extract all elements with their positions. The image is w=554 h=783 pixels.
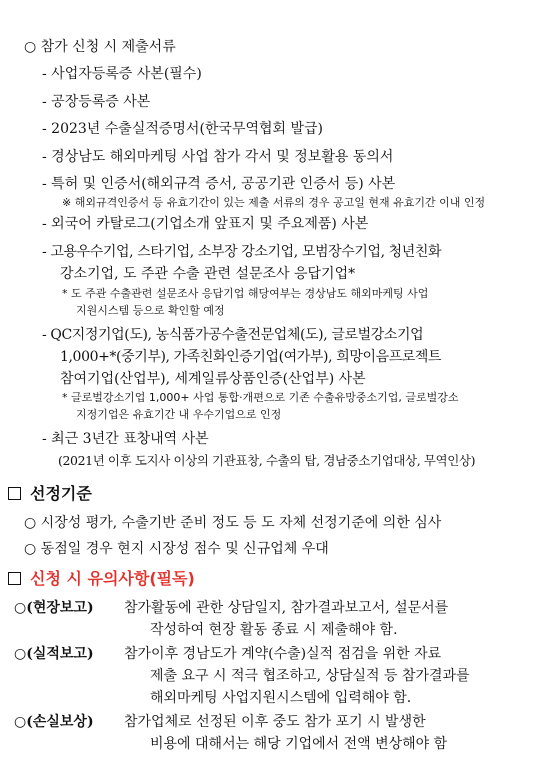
survey-note: * 도 주관 수출관련 설문조사 응답기업 해당여부는 경상남도 해외마케팅 사업 [62,287,429,300]
global-note: * 글로벌강소기업 1,000+ 사업 통합·개편으로 기존 수출유망중소기업, 글로벌강소 [62,391,459,404]
caution-text: 참가활동에 관한 상담일지, 참가결과보고서, 설문서를 [124,600,449,616]
selection-item: ○ 동점일 경우 현지 시장성 점수 및 신규업체 우대 [24,541,329,557]
cautions-heading-text: 신청 시 유의사항(필독) [30,569,195,588]
caution-text: 제출 요구 시 적극 협조하고, 상담실적 등 참가결과를 [150,668,470,684]
selection-heading-text: 선정기준 [30,484,92,503]
survey-note-continuation: 지원시스템 등으로 확인할 예정 [76,304,225,317]
caution-item [14,712,94,732]
caution-text: 해외마케팅 사업지원시스템에 입력해야 함. [150,690,412,706]
caution-text: 비용에 대해서는 해당 기업에서 전액 변상해야 함 [150,736,448,752]
doc-item: - 2023년 수출실적증명서(한국무역협회 발급) [42,121,324,137]
doc-item: - 고용우수기업, 스타기업, 소부장 강소기업, 모범장수기업, 청년친화 [42,244,442,260]
doc-item-continuation: (2021년 이후 도지사 이상의 기관표창, 수출의 탑, 경남중소기업대상, 무역인상) [58,453,476,468]
doc-item: - 외국어 카탈로그(기업소개 앞표지 및 주요제품) 사본 [42,216,369,232]
circle-bullet: ○ [14,646,27,662]
global-note-continuation: 지정기업은 유효기간 내 우수기업으로 인정 [76,408,282,421]
caution-text: 참가업체로 선정된 이후 중도 참가 포기 시 발생한 [124,714,426,730]
cautions-heading [8,568,195,590]
doc-item-continuation: 참여기업(산업부), 세계일류상품인증(산업부) 사본 [60,371,366,387]
caution-label: (현장보고) [26,600,94,616]
caution-label: (실적보고) [26,646,94,662]
doc-item: - 경상남도 해외마케팅 사업 참가 각서 및 정보활용 동의서 [42,149,394,165]
doc-item: - 공장등록증 사본 [42,94,151,110]
caution-label: (손실보상) [26,714,94,730]
doc-item: - 특허 및 인증서(해외규격 증서, 공공기관 인증서 등) 사본 [42,176,396,192]
circle-bullet: ○ [14,714,27,730]
required-docs-title: ○ 참가 신청 시 제출서류 [24,39,176,55]
doc-item-continuation: 1,000+*(중기부), 가족친화인증기업(여가부), 희망이음프로젝트 [60,349,442,365]
square-bullet-icon [8,487,21,500]
caution-text: 참가이후 경남도가 계약(수출)실적 점검을 위한 자료 [124,646,442,662]
doc-item: - QC지정기업(도), 농식품가공수출전문업체(도), 글로벌강소기업 [42,327,424,343]
doc-item: - 사업자등록증 사본(필수) [42,66,202,82]
square-bullet-icon [8,572,21,585]
selection-heading [8,483,92,505]
caution-text: 작성하여 현장 활동 종료 시 제출해야 함. [150,622,398,638]
caution-item [14,598,94,618]
doc-item-continuation: 강소기업, 도 주관 수출 관련 설문조사 응답기업* [60,266,356,282]
circle-bullet: ○ [14,600,27,616]
validity-note: ※ 해외규격인증서 등 유효기간이 있는 제출 서류의 경우 공고일 현재 유효기간 이내 인정 [62,196,486,209]
selection-item: ○ 시장성 평가, 수출기반 준비 정도 등 도 자체 선정기준에 의한 심사 [24,515,442,531]
caution-item [14,644,94,664]
doc-item: - 최근 3년간 표창내역 사본 [42,431,209,447]
